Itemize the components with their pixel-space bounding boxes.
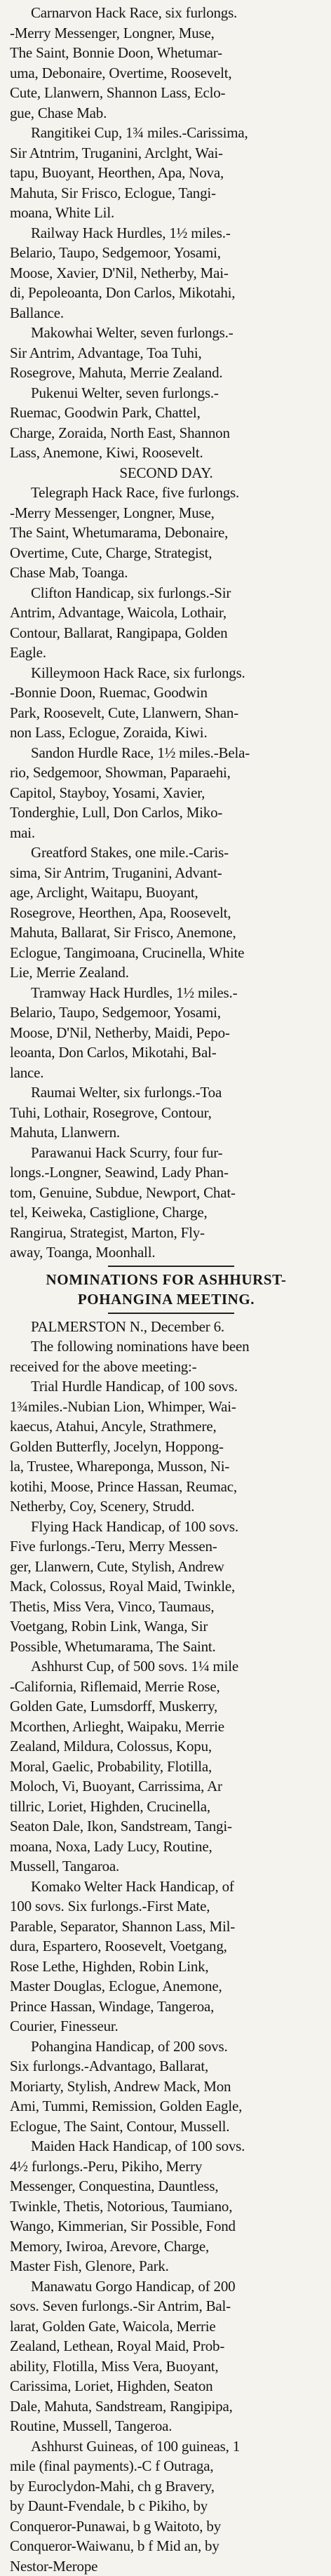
text-line: Golden Gate, Lumsdorff, Muskerry,: [10, 1696, 323, 1717]
text-line: Moriarty, Stylish, Andrew Mack, Mon: [10, 2077, 323, 2097]
text-line: Belario, Taupo, Sedgemoor, Yosami,: [10, 1002, 323, 1023]
text-line: Mussell, Tangaroa.: [10, 1856, 323, 1877]
text-line: ability, Flotilla, Miss Vera, Buoyant,: [10, 2356, 323, 2377]
text-line: Clifton Handicap, six furlongs.-Sir: [10, 583, 323, 603]
section-heading-line: NOMINATIONS FOR ASHHURST-: [10, 1270, 323, 1290]
text-line: Eclogue, Tangimoana, Crucinella, White: [10, 943, 323, 963]
text-line: Rosegrove, Heorthen, Apa, Roosevelt,: [10, 903, 323, 923]
text-line: kotihi, Moose, Prince Hassan, Reumac,: [10, 1477, 323, 1497]
text-line: Tramway Hack Hurdles, 1½ miles.-: [10, 983, 323, 1003]
text-line: Park, Roosevelt, Cute, Llanwern, Shan-: [10, 703, 323, 723]
text-line: mile (final payments).-C f Outraga,: [10, 2456, 323, 2476]
text-line: Ashhurst Guineas, of 100 guineas, 1: [10, 2436, 323, 2457]
text-line: Telegraph Hack Race, five furlongs.: [10, 483, 323, 503]
text-line: -Bonnie Doon, Ruemac, Goodwin: [10, 683, 323, 703]
text-line: Ashhurst Cup, of 500 sovs. 1¼ mile: [10, 1656, 323, 1677]
text-line: Lass, Anemone, Kiwi, Roosevelt.: [10, 443, 323, 463]
text-line: ger, Llanwern, Cute, Stylish, Andrew: [10, 1557, 323, 1577]
text-line: mai.: [10, 823, 323, 843]
text-line: away, Toanga, Moonhall.: [10, 1242, 323, 1263]
text-line: Lie, Merrie Zealand.: [10, 962, 323, 983]
text-line: Conqueror-Punawai, b g Waitoto, by: [10, 2516, 323, 2537]
text-line: Twinkle, Thetis, Notorious, Taumiano,: [10, 2196, 323, 2217]
text-line: PALMERSTON N., December 6.: [10, 1317, 323, 1337]
text-line: di, Pepoleoanta, Don Carlos, Mikotahi,: [10, 283, 323, 303]
text-line: Rangirua, Strategist, Marton, Fly-: [10, 1223, 323, 1243]
text-line: 1¾miles.-Nubian Lion, Whimper, Wai-: [10, 1397, 323, 1417]
text-line: Six furlongs.-Advantago, Ballarat,: [10, 2056, 323, 2077]
text-line: Prince Hassan, Windage, Tangeroa,: [10, 1997, 323, 2017]
text-line: Tuhi, Lothair, Rosegrove, Contour,: [10, 1103, 323, 1123]
text-line: Master Douglas, Eclogue, Anemone,: [10, 1976, 323, 1997]
text-line: Parable, Separator, Shannon Lass, Mil-: [10, 1917, 323, 1937]
text-line: Zealand, Lethean, Royal Maid, Prob-: [10, 2336, 323, 2356]
text-line: Sir Antrim, Advantage, Toa Tuhi,: [10, 343, 323, 363]
text-line: sovs. Seven furlongs.-Sir Antrim, Bal-: [10, 2296, 323, 2316]
text-line: Dale, Mahuta, Sandstream, Rangipipa,: [10, 2396, 323, 2417]
text-line: Carissima, Loriet, Highden, Seaton: [10, 2376, 323, 2396]
text-line: non Lass, Eclogue, Zoraida, Kiwi.: [10, 723, 323, 743]
text-line: Carnarvon Hack Race, six furlongs.: [10, 3, 323, 23]
text-line: Messenger, Conquestina, Dauntless,: [10, 2176, 323, 2196]
text-line: Moose, D'Nil, Netherby, Maidi, Pepo-: [10, 1023, 323, 1043]
text-line: Moral, Gaelic, Probability, Flotilla,: [10, 1757, 323, 1777]
text-line: Overtime, Cute, Charge, Strategist,: [10, 543, 323, 563]
text-line: Routine, Mussell, Tangeroa.: [10, 2416, 323, 2436]
text-line: Komako Welter Hack Handicap, of: [10, 1877, 323, 1897]
text-line: Antrim, Advantage, Waicola, Lothair,: [10, 603, 323, 623]
text-line: Voetgang, Robin Link, Wanga, Sir: [10, 1616, 323, 1637]
text-line: Thetis, Miss Vera, Vinco, Taumaus,: [10, 1597, 323, 1617]
text-line: leoanta, Don Carlos, Mikotahi, Bal-: [10, 1042, 323, 1063]
text-line: sima, Sir Antrim, Truganini, Advant-: [10, 863, 323, 883]
text-line: Killeymoon Hack Race, six furlongs.: [10, 663, 323, 683]
section-divider: [10, 1263, 323, 1270]
text-line: by Euroclydon-Mahi, ch g Bravery,: [10, 2476, 323, 2497]
text-line: Mahuta, Sir Frisco, Eclogue, Tangi-: [10, 183, 323, 203]
text-line: Trial Hurdle Handicap, of 100 sovs.: [10, 1376, 323, 1397]
text-line: Parawanui Hack Scurry, four fur-: [10, 1143, 323, 1163]
text-line: Memory, Iwiroa, Arevore, Charge,: [10, 2236, 323, 2257]
text-line: Raumai Welter, six furlongs.-Toa: [10, 1082, 323, 1103]
text-line: Cute, Llanwern, Shannon Lass, Eclo-: [10, 83, 323, 103]
text-line: received for the above meeting:-: [10, 1357, 323, 1377]
text-line: Master Fish, Glenore, Park.: [10, 2256, 323, 2276]
text-line: Mahuta, Ballarat, Sir Frisco, Anemone,: [10, 923, 323, 943]
text-line: Courier, Finesseur.: [10, 2016, 323, 2037]
text-line: tillric, Loriet, Highden, Crucinella,: [10, 1797, 323, 1817]
text-line: SECOND DAY.: [10, 463, 323, 483]
text-line: Greatford Stakes, one mile.-Caris-: [10, 843, 323, 863]
text-line: Maiden Hack Handicap, of 100 sovs.: [10, 2136, 323, 2156]
text-line: moana, White Lil.: [10, 203, 323, 223]
text-line: Rosegrove, Mahuta, Merrie Zealand.: [10, 363, 323, 383]
section-heading-line: POHANGINA MEETING.: [10, 1289, 323, 1310]
text-line: Makowhai Welter, seven furlongs.-: [10, 323, 323, 343]
text-line: Eclogue, The Saint, Contour, Mussell.: [10, 2117, 323, 2137]
text-line: uma, Debonaire, Overtime, Roosevelt,: [10, 63, 323, 83]
text-line: Contour, Ballarat, Rangipapa, Golden: [10, 623, 323, 643]
text-line: Wango, Kimmerian, Sir Possible, Fond: [10, 2216, 323, 2236]
text-line: Mcorthen, Arlieght, Waipaku, Merrie: [10, 1717, 323, 1737]
text-line: longs.-Longner, Seawind, Lady Phan-: [10, 1162, 323, 1183]
text-line: -Merry Messenger, Longner, Muse,: [10, 503, 323, 523]
text-line: -California, Riflemaid, Merrie Rose,: [10, 1677, 323, 1697]
text-line: larat, Golden Gate, Waicola, Merrie: [10, 2316, 323, 2337]
text-line: Charge, Zoraida, North East, Shannon: [10, 423, 323, 443]
section-divider: [10, 1310, 323, 1317]
text-line: moana, Noxa, Lady Lucy, Routine,: [10, 1837, 323, 1857]
text-line: Tonderghie, Lull, Don Carlos, Miko-: [10, 803, 323, 823]
text-line: Moloch, Vi, Buoyant, Carrissima, Ar: [10, 1776, 323, 1797]
text-line: Mack, Colossus, Royal Maid, Twinkle,: [10, 1576, 323, 1597]
text-line: tom, Genuine, Subdue, Newport, Chat-: [10, 1183, 323, 1203]
text-line: tapu, Buoyant, Heorthen, Apa, Nova,: [10, 163, 323, 183]
text-line: Manawatu Gorgo Handicap, of 200: [10, 2276, 323, 2297]
text-line: Seaton Dale, Ikon, Sandstream, Tangi-: [10, 1816, 323, 1837]
text-line: The Saint, Whetumarama, Debonaire,: [10, 523, 323, 543]
text-line: la, Trustee, Whareponga, Musson, Ni-: [10, 1456, 323, 1477]
text-line: gue, Chase Mab.: [10, 103, 323, 123]
text-line: Golden Butterfly, Jocelyn, Hoppong-: [10, 1437, 323, 1457]
text-line: Moose, Xavier, D'Nil, Netherby, Mai-: [10, 263, 323, 283]
text-line: Five furlongs.-Teru, Merry Messen-: [10, 1536, 323, 1557]
text-line: Capitol, Stayboy, Yosami, Xavier,: [10, 783, 323, 803]
text-line: Ballance.: [10, 303, 323, 323]
text-line: The Saint, Bonnie Doon, Whetumar-: [10, 43, 323, 63]
text-line: Railway Hack Hurdles, 1½ miles.-: [10, 223, 323, 243]
text-line: Eagle.: [10, 643, 323, 663]
text-line: Ami, Tummi, Remission, Golden Eagle,: [10, 2096, 323, 2117]
text-line: Rose Lethe, Highden, Robin Link,: [10, 1957, 323, 1977]
text-line: Pukenui Welter, seven furlongs.-: [10, 383, 323, 403]
text-line: kaecus, Atahui, Ancyle, Strathmere,: [10, 1416, 323, 1437]
text-line: Zealand, Mildura, Colossus, Kopu,: [10, 1736, 323, 1757]
text-line: Sandon Hurdle Race, 1½ miles.-Bela-: [10, 743, 323, 763]
text-line: Ruemac, Goodwin Park, Chattel,: [10, 403, 323, 423]
text-line: rio, Sedgemoor, Showman, Paparaehi,: [10, 763, 323, 783]
text-line: Rangitikei Cup, 1¾ miles.-Carissima,: [10, 123, 323, 143]
text-line: age, Arclight, Waitapu, Buoyant,: [10, 883, 323, 903]
text-line: Nestor-Merope: [10, 2556, 323, 2576]
text-line: Sir Atntrim, Truganini, Arclght, Wai-: [10, 143, 323, 163]
text-line: Possible, Whetumarama, The Saint.: [10, 1637, 323, 1657]
text-line: lance.: [10, 1063, 323, 1083]
text-line: Conqueror-Waiwanu, b f Mid an, by: [10, 2536, 323, 2556]
text-line: dura, Espartero, Roosevelt, Voetgang,: [10, 1936, 323, 1957]
text-line: Belario, Taupo, Sedgemoor, Yosami,: [10, 243, 323, 263]
text-line: tel, Keiweka, Castiglione, Charge,: [10, 1202, 323, 1223]
text-line: Mahuta, Llanwern.: [10, 1122, 323, 1143]
text-line: The following nominations have been: [10, 1336, 323, 1357]
text-line: 100 sovs. Six furlongs.-First Mate,: [10, 1896, 323, 1917]
text-line: Pohangina Handicap, of 200 sovs.: [10, 2037, 323, 2057]
text-line: Chase Mab, Toanga.: [10, 563, 323, 583]
text-line: Netherby, Coy, Scenery, Strudd.: [10, 1496, 323, 1517]
text-line: Flying Hack Handicap, of 100 sovs.: [10, 1517, 323, 1537]
text-line: -Merry Messenger, Longner, Muse,: [10, 23, 323, 43]
text-line: by Daunt-Fvendale, b c Pikiho, by: [10, 2496, 323, 2516]
text-line: 4½ furlongs.-Peru, Pikiho, Merry: [10, 2156, 323, 2177]
